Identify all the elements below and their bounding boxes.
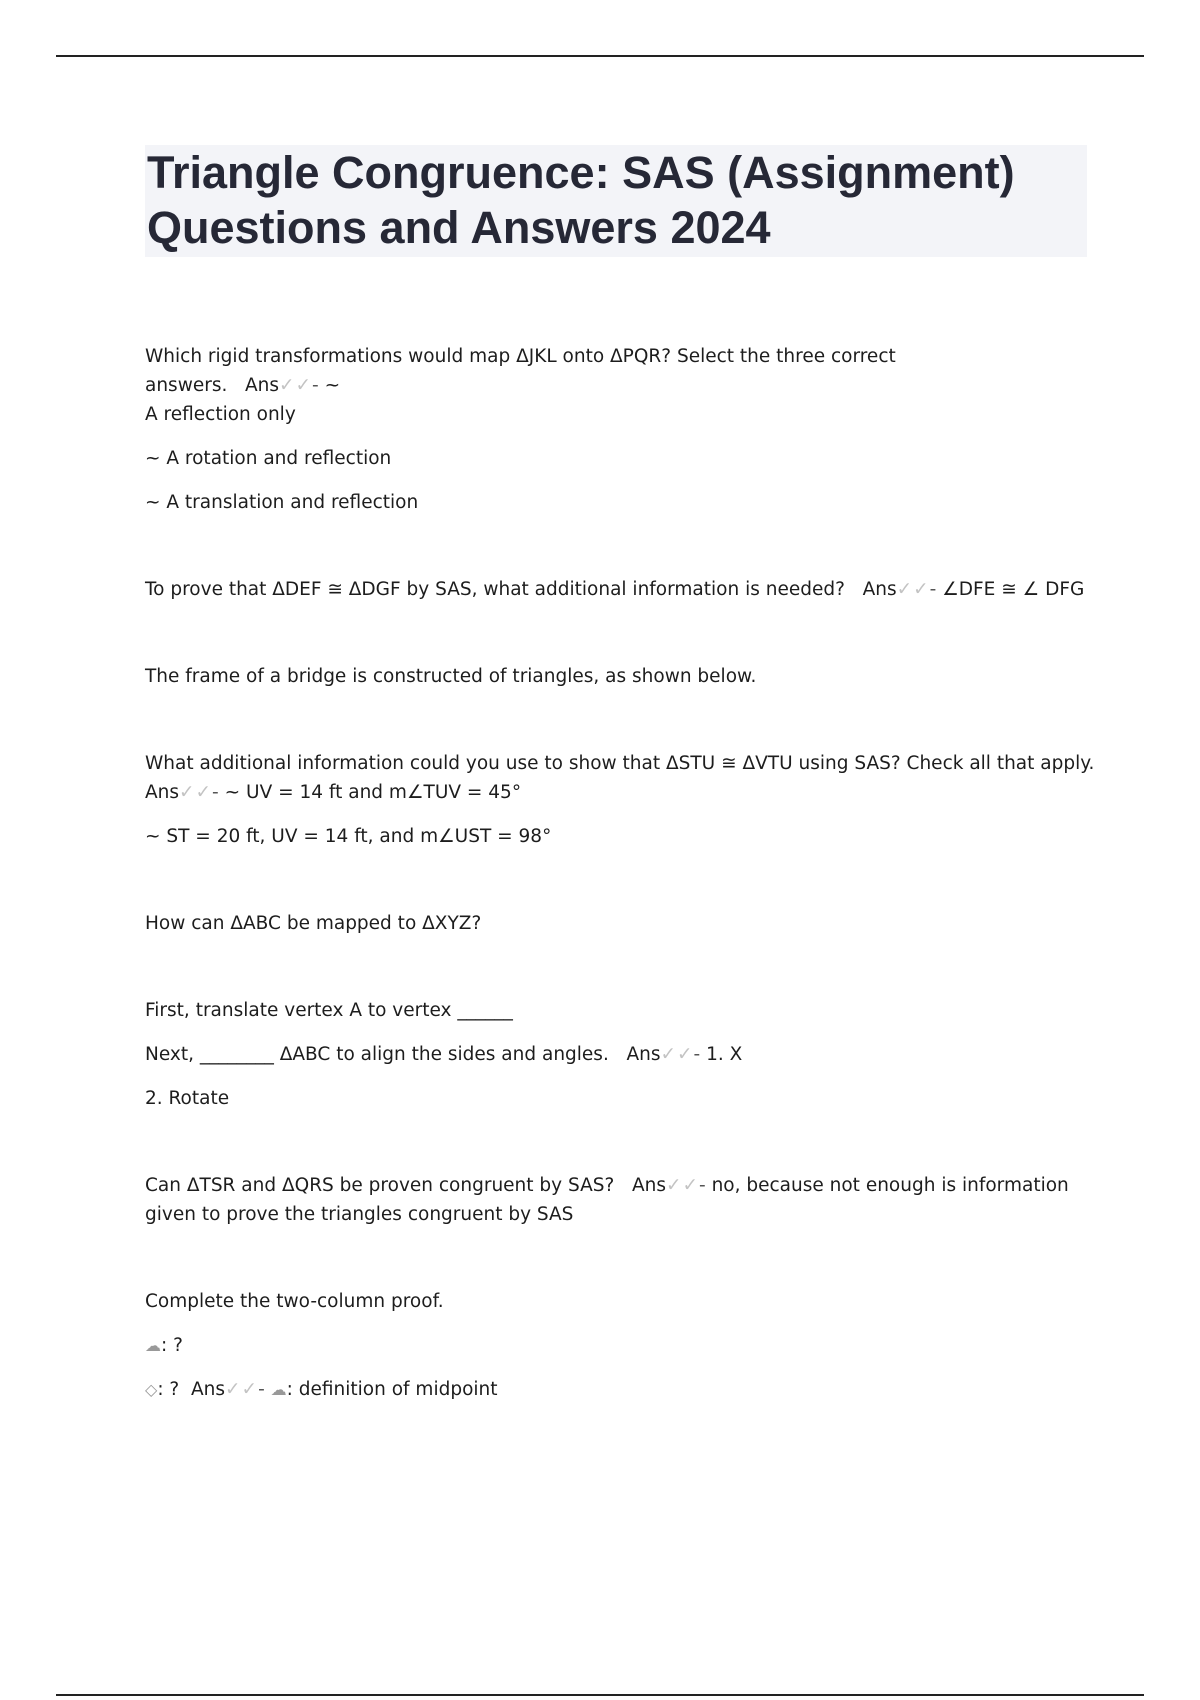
answer-marker: Ans✓✓- ∠DFE ≅ ∠ DFG [862,579,1085,600]
title-block [145,145,1087,257]
cloud-shape-icon: ☁ [270,1380,287,1399]
q5-step2: Next, ________ ΔABC to align the sides and angles. Ans✓✓- 1. X [145,1044,743,1065]
q7-line: ☁: ? [145,1335,183,1356]
q4-answer-line: ~ ST = 20 ft, UV = 14 ft, and m∠UST = 98° [145,826,552,847]
page-title: Triangle Congruence: SAS (Assignment) Questions and Answers 2024 [147,147,1015,253]
q4-question: What additional information could you use to show that ΔSTU ≅ ΔVTU using SAS? Check all that apply. [145,753,1095,774]
q2-answer: ∠DFE ≅ ∠ DFG [942,579,1085,600]
q3-statement: The frame of a bridge is constructed of triangles, as shown below. [145,666,757,687]
double-check-icon: ✓✓ [665,1175,699,1196]
double-check-icon: ✓✓ [896,579,930,600]
q1-answer-line: ~ A translation and reflection [145,492,419,513]
q6-answer: no, because not enough is information given to prove the triangles congruent by SAS [145,1175,1069,1225]
q6-question: Can ΔTSR and ΔQRS be proven congruent by SAS? Ans✓✓- no, because not enough is information given to prove the triangles congruent by SAS [145,1175,1069,1225]
double-check-icon: ✓✓ [179,782,213,803]
q4-answer-line: Ans✓✓- ~ UV = 14 ft and m∠TUV = 45° [145,782,522,803]
double-check-icon: ✓✓ [279,375,313,396]
double-check-icon: ✓✓ [225,1379,259,1400]
q5-answer-line: 2. Rotate [145,1088,230,1109]
double-check-icon: ✓✓ [660,1044,694,1065]
q5-question: How can ΔABC be mapped to ΔXYZ? [145,913,482,934]
q1-answer-line: A reflection only [145,404,296,425]
bottom-rule [56,1694,1144,1696]
cloud-shape-icon: ☁ [145,1336,161,1355]
q7-prompt: Complete the two-column proof. [145,1291,444,1312]
qa-content [145,342,1095,1404]
answer-marker: Ans✓✓- ☁: definition of midpoint [191,1379,498,1400]
q1-question: Which rigid transformations would map ΔJKL onto ΔPQR? Select the three correct answers. Ans✓✓- ~ [145,346,896,396]
answer-marker: Ans✓✓- [631,1175,706,1196]
q7-line: ◇: ? Ans✓✓- ☁: definition of midpoint [145,1379,498,1400]
q1-answer-line: ~ A rotation and reflection [145,448,392,469]
diamond-shape-icon: ◇ [145,1380,158,1399]
q2-question: To prove that ΔDEF ≅ ΔDGF by SAS, what additional information is needed? Ans✓✓- ∠DFE ≅ ∠ DFG [145,579,1085,600]
answer-marker: Ans✓✓- 1. X [626,1044,743,1065]
q5-step1: First, translate vertex A to vertex ______ [145,1000,513,1021]
answer-marker: Ans✓✓- ~ [145,782,241,803]
answer-marker: Ans✓✓- ~ [245,375,341,396]
top-rule [56,55,1144,57]
